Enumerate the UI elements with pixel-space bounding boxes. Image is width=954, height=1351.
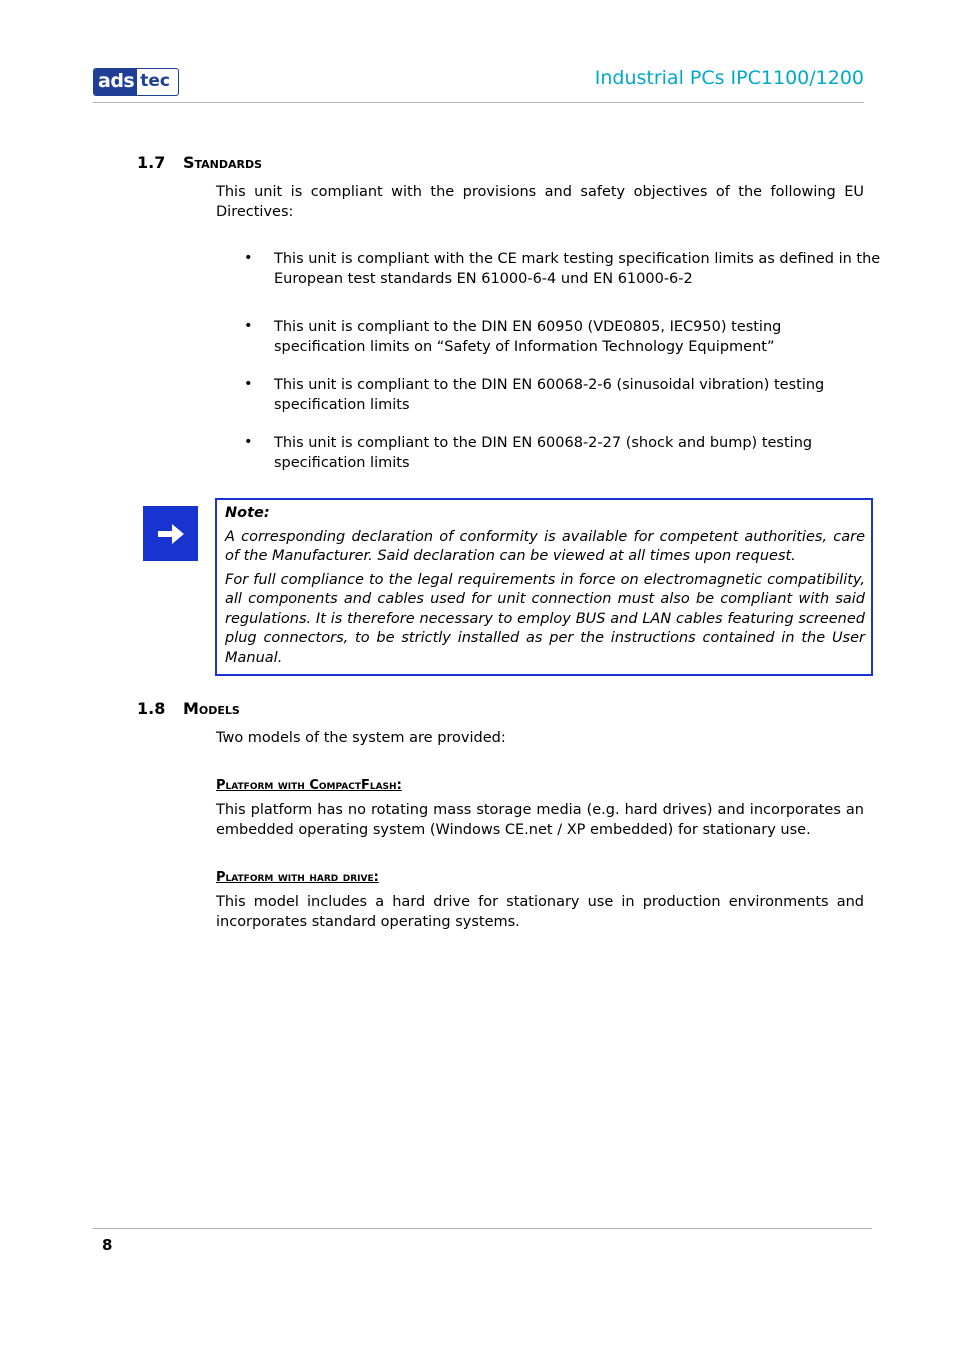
bullet-item-line2: specification limits: [274, 397, 410, 413]
footer-divider: [93, 1228, 872, 1229]
bullet-item-line1: This unit is compliant to the DIN EN 60950 (VDE0805, IEC950) testing: [274, 319, 782, 335]
section-title-models: Models: [183, 699, 240, 718]
model-description: This model includes a hard drive for stationary use in production environments and incorporates standard operating systems.: [216, 894, 864, 930]
model-heading: Platform with CompactFlash:: [216, 778, 402, 793]
section-number-models: 1.8: [137, 699, 166, 718]
document-title: Industrial PCs IPC1100/1200: [594, 67, 864, 89]
header-divider: [93, 102, 864, 103]
section-title-standards: Standards: [183, 153, 263, 172]
model-description: This platform has no rotating mass storage media (e.g. hard drives) and incorporates an embedded operating system (Windows CE.net / XP embedded) for stationary use.: [216, 802, 864, 838]
note-label: Note:: [225, 505, 270, 521]
bullet-marker: •: [244, 318, 253, 334]
bullet-marker: •: [244, 376, 253, 392]
bullet-marker: •: [244, 250, 253, 266]
logo-tec-text: tec: [137, 69, 173, 95]
arrow-right-icon: [143, 506, 198, 561]
bullet-item-line1: This unit is compliant to the DIN EN 60068-2-27 (shock and bump) testing: [274, 435, 813, 451]
note-paragraph: For full compliance to the legal requirements in force on electromagnetic compatibility, all components and cables used for unit connection must also be compliant with said regulations. It is therefore necessary to employ BUS and LAN cables featuring screened plug connectors, to be strictly installed as per the instructions contained in the User Manual.: [225, 571, 865, 666]
bullet-item-line2: specification limits on “Safety of Information Technology Equipment”: [274, 339, 775, 355]
models-intro: Two models of the system are provided:: [216, 730, 506, 746]
bullet-marker: •: [244, 434, 253, 450]
standards-intro-line2: Directives:: [216, 204, 294, 220]
ads-tec-logo: [93, 68, 179, 96]
bullet-item-line2: European test standards EN 61000-6-4 und EN 61000-6-2: [274, 271, 693, 287]
note-paragraph: A corresponding declaration of conformity is available for competent authorities, care of the Manufacturer. Said declaration can be viewed at all times upon request.: [225, 528, 865, 564]
note-box: [215, 498, 873, 676]
section-number-standards: 1.7: [137, 153, 166, 172]
standards-intro-line1: This unit is compliant with the provisions and safety objectives of the following EU: [216, 184, 864, 200]
page-number: 8: [102, 1236, 113, 1254]
bullet-item-line1: This unit is compliant with the CE mark testing specification limits as defined in the: [274, 251, 881, 267]
logo-ads-text: ads: [94, 69, 137, 95]
model-heading: Platform with hard drive:: [216, 870, 379, 885]
bullet-item-line2: specification limits: [274, 455, 410, 471]
bullet-item-line1: This unit is compliant to the DIN EN 60068-2-6 (sinusoidal vibration) testing: [274, 377, 825, 393]
